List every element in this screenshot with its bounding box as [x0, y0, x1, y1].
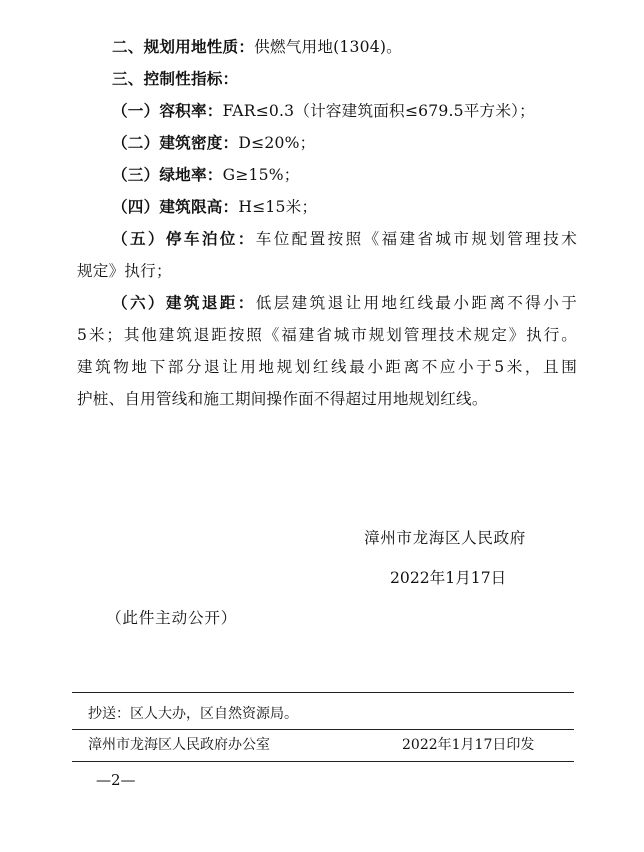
item-green-ratio-text: G≥15%； — [222, 166, 300, 184]
item-height-limit — [112, 197, 577, 217]
item-density — [112, 133, 577, 153]
footer-middle-rule — [72, 729, 574, 730]
footer-top-rule — [72, 692, 574, 693]
item-density-label: （二）建筑密度： — [112, 134, 239, 152]
item-far-text: FAR≤0.3（计容建筑面积≤679.5平方米）； — [222, 102, 535, 120]
footer-print-date: 2022年1月17日印发 — [402, 737, 535, 753]
disclosure-note: （此件主动公开） — [106, 609, 238, 627]
item-height-limit-text: H≤15米； — [238, 198, 318, 216]
section-2-value: 供燃气用地(1304)。 — [254, 38, 402, 56]
footer-cc: 抄送：区人大办，区自然资源局。 — [88, 706, 298, 722]
section-2-label: 二、规划用地性质： — [112, 38, 255, 56]
signature-organization: 漳州市龙海区人民政府 — [364, 529, 526, 547]
item-setback-label: （六）建筑退距： — [112, 294, 256, 312]
signature-date: 2022年1月17日 — [390, 569, 507, 587]
item-setback-cont-3: 护桩、自用管线和施工期间操作面不得超过用地规划红线。 — [77, 390, 488, 408]
item-setback-text: 低层建筑退让用地红线最小距离不得小于 — [255, 294, 577, 312]
item-density-text: D≤20%； — [238, 134, 316, 152]
section-3-heading — [112, 69, 577, 89]
item-setback-cont-1: 5米；其他建筑退距按照《福建省城市规划管理技术规定》执行。 — [77, 326, 577, 344]
item-setback-cont-2: 建筑物地下部分退让用地规划红线最小距离不应小于5米，且围 — [77, 358, 577, 376]
item-parking-label: （五）停车泊位： — [112, 230, 256, 248]
item-far — [112, 101, 577, 121]
footer-bottom-rule — [72, 761, 574, 762]
section-3-label: 三、控制性指标： — [112, 70, 239, 88]
footer-issuer: 漳州市龙海区人民政府办公室 — [88, 737, 270, 753]
item-far-label: （一）容积率： — [112, 102, 223, 120]
page-number: —2— — [96, 771, 136, 789]
item-parking — [112, 229, 577, 249]
item-height-limit-label: （四）建筑限高： — [112, 198, 239, 216]
item-green-ratio — [112, 165, 577, 185]
item-green-ratio-label: （三）绿地率： — [112, 166, 223, 184]
item-setback — [112, 293, 577, 313]
item-parking-cont: 规定》执行； — [77, 262, 172, 280]
section-2-land-use — [112, 37, 577, 57]
item-parking-text: 车位配置按照《福建省城市规划管理技术 — [255, 230, 577, 248]
